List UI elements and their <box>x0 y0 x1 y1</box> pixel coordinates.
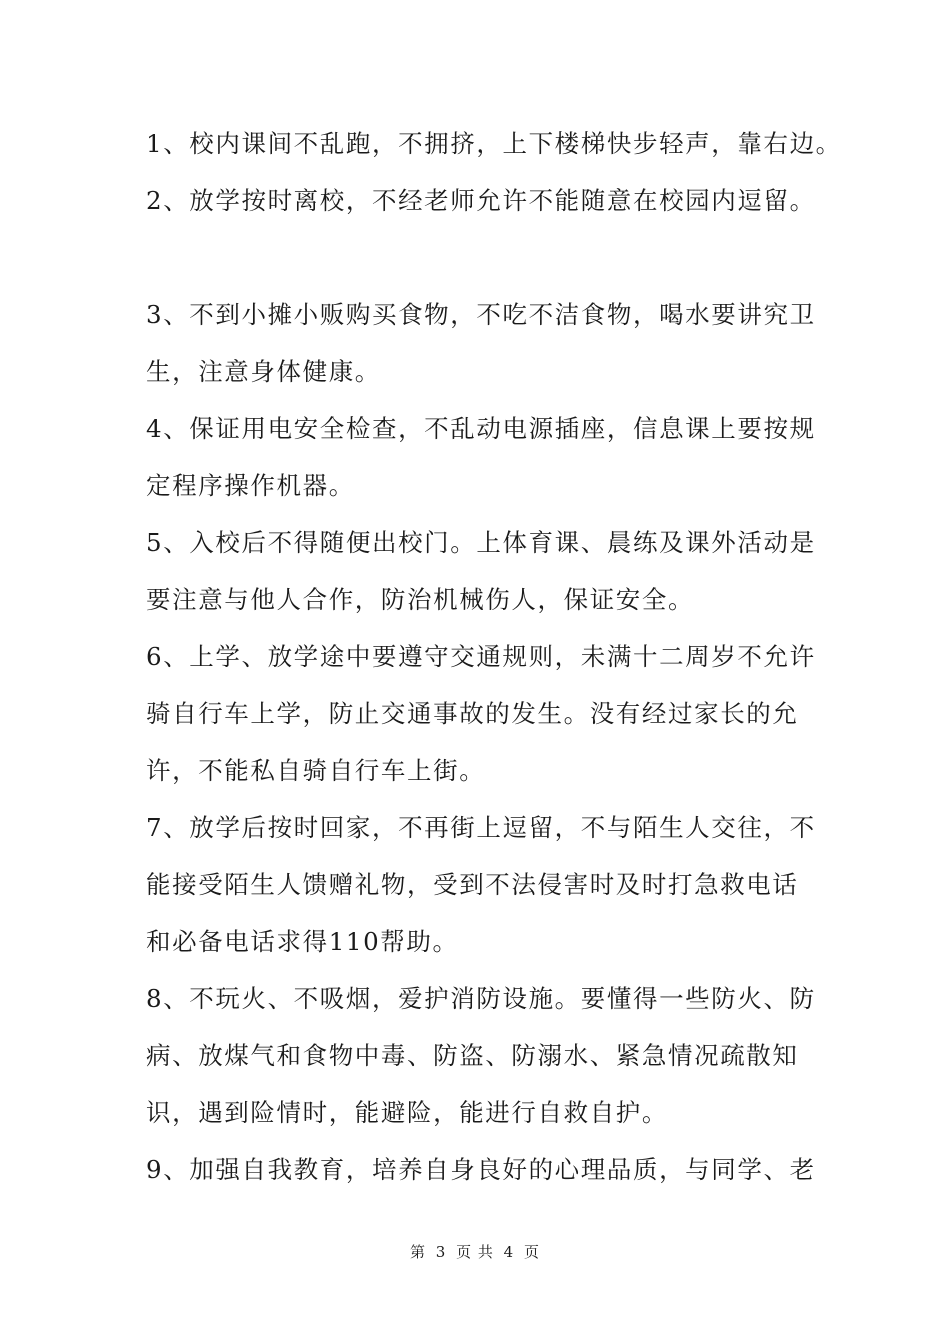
text-line-15: 8、不玩火、不吸烟，爱护消防设施。要懂得一些防火、防 <box>146 984 816 1013</box>
page-footer <box>0 1242 950 1262</box>
text-line-4: 生，注意身体健康。 <box>146 357 381 386</box>
page-middle: 页 共 <box>456 1243 494 1261</box>
text-line-10: 骑自行车上学，防止交通事故的发生。没有经过家长的允 <box>146 699 799 728</box>
text-line-8: 要注意与他人合作，防治机械伤人，保证安全。 <box>146 585 695 614</box>
text-line-18: 9、加强自我教育，培养自身良好的心理品质，与同学、老 <box>146 1155 816 1184</box>
text-line-17: 识，遇到险情时，能避险，能进行自救自护。 <box>146 1098 668 1127</box>
text-line-12: 7、放学后按时回家，不再街上逗留，不与陌生人交往，不 <box>146 813 816 842</box>
text-line-3: 3、不到小摊小贩购买食物，不吃不洁食物，喝水要讲究卫 <box>146 300 816 329</box>
text-line-16: 病、放煤气和食物中毒、防盗、防溺水、紧急情况疏散知 <box>146 1041 799 1070</box>
total-pages-number: 4 <box>503 1243 515 1261</box>
page-suffix: 页 <box>524 1243 541 1261</box>
text-line-13: 能接受陌生人馈赠礼物，受到不法侵害时及时打急救电话 <box>146 870 799 899</box>
page-prefix: 第 <box>409 1243 426 1261</box>
text-line-5: 4、保证用电安全检查，不乱动电源插座，信息课上要按规 <box>146 414 816 443</box>
text-line-7: 5、入校后不得随便出校门。上体育课、晨练及课外活动是 <box>146 528 816 557</box>
text-line-9: 6、上学、放学途中要遵守交通规则，未满十二周岁不允许 <box>146 642 816 671</box>
text-line-2: 2、放学按时离校，不经老师允许不能随意在校园内逗留。 <box>146 186 816 215</box>
text-line-6: 定程序操作机器。 <box>146 471 355 500</box>
text-line-11: 许，不能私自骑自行车上街。 <box>146 756 486 785</box>
current-page-number: 3 <box>435 1243 447 1261</box>
text-line-1: 1、校内课间不乱跑，不拥挤，上下楼梯快步轻声，靠右边。 <box>146 129 842 158</box>
text-line-14: 和必备电话求得110帮助。 <box>146 927 459 956</box>
